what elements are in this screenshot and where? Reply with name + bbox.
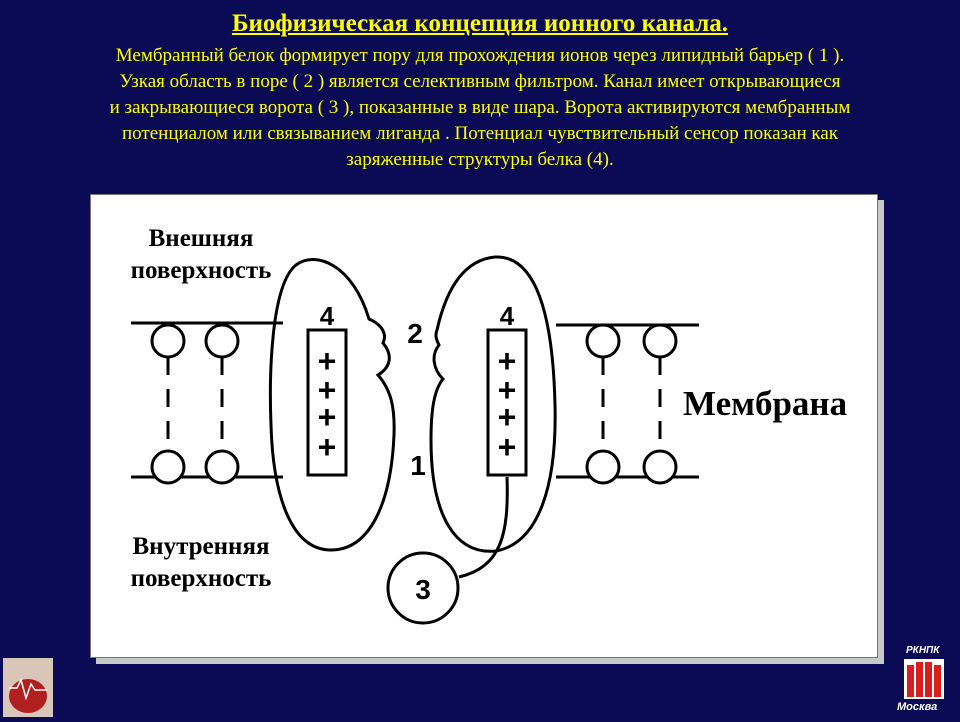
gate-tether [459,477,507,577]
charge-plus: + [497,372,517,408]
charge-plus: + [317,372,337,408]
society-logo-icon [3,658,53,717]
membrane-label: Мембрана [683,384,848,423]
slide-description [6,43,954,173]
inner-surface-label [101,531,301,595]
rknpk-logo-title: РКНПК [906,645,940,656]
ion-channel-diagram [90,194,878,658]
outer-surface-label [101,223,301,287]
lipid-head [206,325,238,357]
charge-plus: + [317,399,337,435]
protein-subunit-right [431,257,555,551]
description-line: Мембранный белок формирует пору для прохождения ионов через липидный барьер ( 1 ). [115,45,845,66]
description-line: и закрывающиеся ворота ( 3 ), показанные в виде шара. Ворота активируются мембранным [109,97,851,118]
outer-surface-line: Внешняя [148,225,254,252]
selectivity-filter-marker: 2 [407,318,423,349]
outer-surface-line: поверхность [130,257,272,284]
sensor-marker-left: 4 [319,301,335,331]
lipid-head [152,451,184,483]
lipid-head [152,325,184,357]
lipid-head [587,325,619,357]
inner-surface-line: Внутренняя [132,533,270,560]
lipid-head [644,451,676,483]
sensor-marker-right: 4 [499,301,515,331]
charge-plus: + [317,429,337,465]
charge-plus: + [497,399,517,435]
rknpk-logo-city: Москва [897,701,938,713]
gate-marker: 3 [415,574,431,605]
description-line: заряженные структуры белка (4). [346,149,614,170]
lipid-head [644,325,676,357]
description-line: потенциалом или связыванием лиганда . Потенциал чувствительный сенсор показан как [122,123,838,144]
lipid-head [206,451,238,483]
charge-plus: + [497,343,517,379]
charge-plus: + [497,429,517,465]
lipid-head [587,451,619,483]
slide-title: Биофизическая концепция ионного канала. [231,10,729,37]
society-logo [3,658,53,717]
rknpk-logo-icon [904,659,944,699]
inner-surface-line: поверхность [130,565,272,592]
pore-marker: 1 [410,450,426,481]
description-line: Узкая область в поре ( 2 ) является селективным фильтром. Канал имеет открывающиеся [119,71,841,92]
charge-plus: + [317,343,337,379]
